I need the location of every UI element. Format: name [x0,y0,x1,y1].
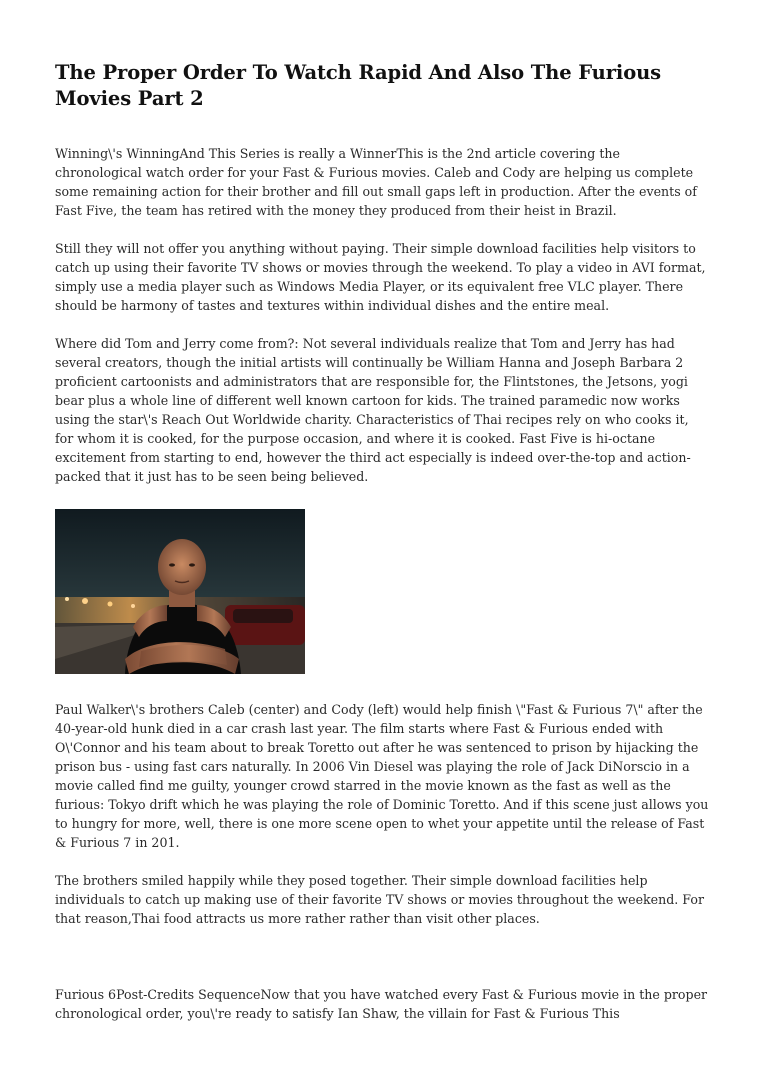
paragraph-4: Paul Walker\'s brothers Caleb (center) and Cody (left) would help finish \"Fast & Furious 7\" after the 40-year-old hunk died in a car crash last year. The film starts where Fast & Furious ended with O\'Connor and his team about to break Toretto out after he was sentenced to prison by hijacking the prison bus - using fast cars naturally. In 2006 Vin Diesel was playing the role of Jack DiNorscio in a movie called find me guilty, younger crowd starred in the movie known as the fast as well as the furious: Tokyo drift which he was playing the role of Dominic Toretto. And if this scene just allows you to hungry for more, well, there is one more scene open to whet your appetite until the release of Fast & Furious 7 in 201. [55,702,709,850]
paragraph-1: Winning\'s WinningAnd This Series is really a WinnerThis is the 2nd article covering the chronological watch order for your Fast & Furious movies. Caleb and Cody are helping us complete some remaining action for their brother and fill out small gaps left in production. After the events of Fast Five, the team has retired with the money they produced from their heist in Brazil. [55,146,697,218]
article-title: The Proper Order To Watch Rapid And Also The Furious Movies Part 2 [55,61,662,110]
man-arms-crossed-photo-icon [55,509,305,674]
spacer [55,947,710,985]
paragraph-6: Furious 6Post-Credits SequenceNow that you have watched every Fast & Furious movie in the proper chronological order, you\'re ready to satisfy Ian Shaw, the villain for Fast & Furious This [55,987,708,1021]
article [55,60,710,1042]
paragraph-2: Still they will not offer you anything without paying. Their simple download facilities help visitors to catch up using their favorite TV shows or movies through the weekend. To play a video in AVI format, simply use a media player such as Windows Media Player, or its equivalent free VLC player. There should be harmony of tastes and textures within individual dishes and the entire meal. [55,241,706,313]
paragraph-3: Where did Tom and Jerry come from?: Not several individuals realize that Tom and Jerry has had several creators, though the initial artists will continually be William Hanna and Joseph Barbara 2 proficient cartoonists and administrators that are responsible for, the Flintstones, the Jetsons, yogi bear plus a whole line of different well known cartoon for kids. The trained paramedic now works using the star\'s Reach Out Worldwide charity. Characteristics of Thai recipes rely on who cooks it, for whom it is cooked, for the purpose occasion, and where it is cooked. Fast Five is hi-octane excitement from starting to end, however the third act especially is indeed over-the-top and action-packed that it just has to be seen being believed. [55,336,691,484]
article-photo [55,509,305,674]
paragraph-5: The brothers smiled happily while they posed together. Their simple download facilities help individuals to catch up making use of their favorite TV shows or movies throughout the weekend. For that reason,Thai food attracts us more rather rather than visit other places. [55,873,704,926]
